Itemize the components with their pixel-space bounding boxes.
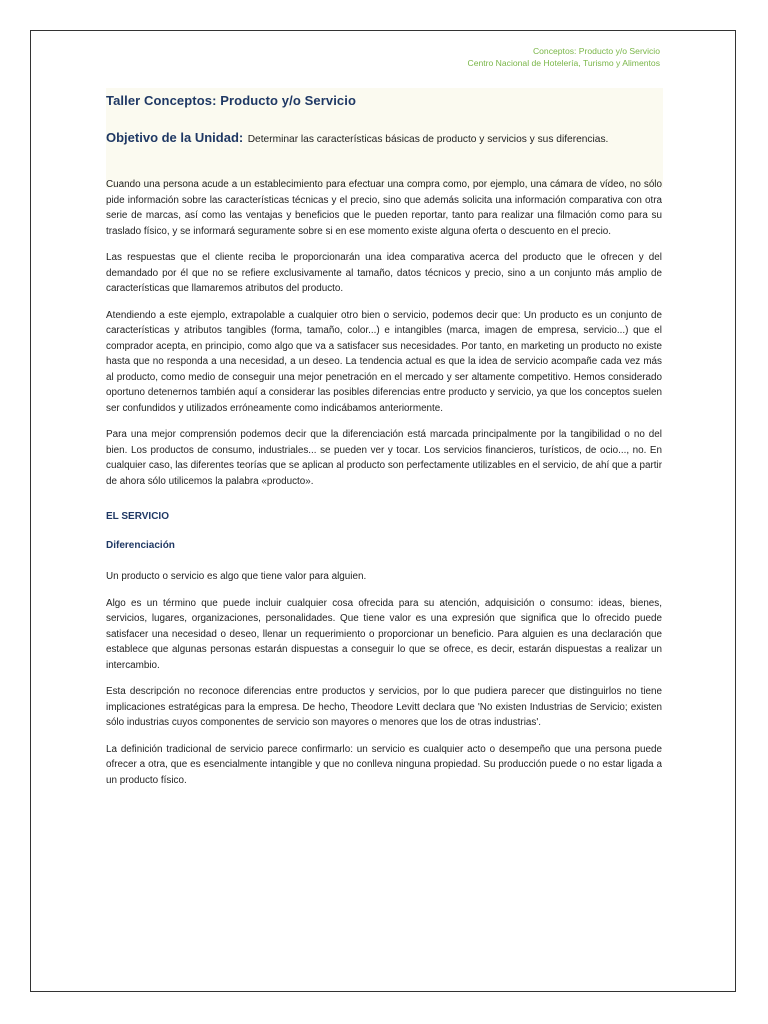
section-paragraph-2: Algo es un término que puede incluir cualquier cosa ofrecida para su atención, adquisición o consumo: ideas, bienes, servicios, lugares, organizaciones, personalidades. Que tiene valor es una expresión que significa que lo ofrecido puede satisfacer una necesidad o deseo, llenar un requerimiento o proporcionar un beneficio. Para alguien es una declaración que establece que algunas personas estarán dispuestas a conseguir lo que se ofrece, es decir, estarán dispuestas a realizar un intercambio. — [106, 597, 662, 671]
page-title: Taller Conceptos: Producto y/o Servicio — [106, 93, 356, 108]
section-paragraph-3: Esta descripción no reconoce diferencias entre productos y servicios, por lo que pudiera parecer que distinguirlos no tiene implicaciones estratégicas para la empresa. De hecho, Theodore Levitt declara que 'No existen Industrias de Servicio; existen sólo industrias cuyos componentes de servicio son mayores o menores que los de otras industrias'. — [106, 686, 662, 728]
section-heading: EL SERVICIO — [106, 511, 169, 522]
section-subheading: Diferenciación — [106, 540, 175, 551]
body-text — [106, 177, 662, 799]
paragraph-3: Atendiendo a este ejemplo, extrapolable a cualquier otro bien o servicio, podemos decir que: Un producto es un conjunto de características y atributos tangibles (forma, tamaño, color...) e intangibles (marca, imagen de empresa, servicio...) que el comprador acepta, en principio, como algo que va a satisfacer sus necesidades. Por tanto, en marketing un producto no existe hasta que no responda a una necesidad, a un deseo. La tendencia actual es que la idea de servicio acompañe cada vez más al producto, como medio de conseguir una mejor penetración en el mercado y ser altamente competitivo. Hemos considerado oportuno detenernos también aquí a considerar las posibles diferencias entre producto y servicio, ya que los conceptos suelen ser confundidos y utilizados erróneamente como indicábamos anteriormente. — [106, 309, 662, 414]
section-paragraph-4: La definición tradicional de servicio parece confirmarlo: un servicio es cualquier acto o desempeño que una persona puede ofrecer a otra, que es esencialmente intangible y que no conlleva ninguna propiedad. Su producción puede o no estar ligada a un producto físico. — [106, 743, 662, 786]
section-paragraph-1: Un producto o servicio es algo que tiene valor para alguien. — [106, 571, 367, 582]
spacer — [106, 522, 662, 540]
header-line-2: Centro Nacional de Hotelería, Turismo y Alimentos — [467, 58, 660, 68]
page-header — [468, 45, 661, 69]
objective-text: Determinar las características básicas de producto y servicios y sus diferencias. — [247, 134, 609, 145]
document-page — [30, 30, 736, 992]
unit-objective — [106, 129, 608, 147]
objective-label: Objetivo de la Unidad: — [106, 130, 244, 145]
paragraph-4: Para una mejor comprensión podemos decir que la diferenciación está marcada principalmente por la tangibilidad o no del bien. Los productos de consumo, industriales... se pueden ver y tocar. Los servicios financieros, turísticos, de ocio..., no. En cualquier caso, las diferentes teorías que se aplican al producto son perfectamente utilizables en el servicio, de ahí que a partir de ahora sólo utilicemos la palabra «producto». — [106, 429, 662, 487]
spacer — [106, 500, 662, 511]
header-line-1: Conceptos: Producto y/o Servicio — [532, 46, 660, 56]
paragraph-1: Cuando una persona acude a un establecimiento para efectuar una compra como, por ejemplo, una cámara de vídeo, no sólo pide información sobre las características técnicas y el precio, sino que además solicita una información comparativa con otra serie de marcas, así como las ventajas y beneficios que le pueden reportar, tanto para realizar una filmación como para su traslado físico, y se informará seguramente sobre si en ese momento existe alguna oferta o descuento en el precio. — [106, 179, 662, 237]
title-box — [106, 88, 663, 188]
spacer — [106, 551, 662, 569]
paragraph-2: Las respuestas que el cliente reciba le proporcionarán una idea comparativa acerca del producto que le ofrecen y del demandado por él que no se refiere exclusivamente al tamaño, datos técnicos y precio, sino a un conjunto más amplio de características que llamaremos atributos del producto. — [106, 252, 662, 294]
